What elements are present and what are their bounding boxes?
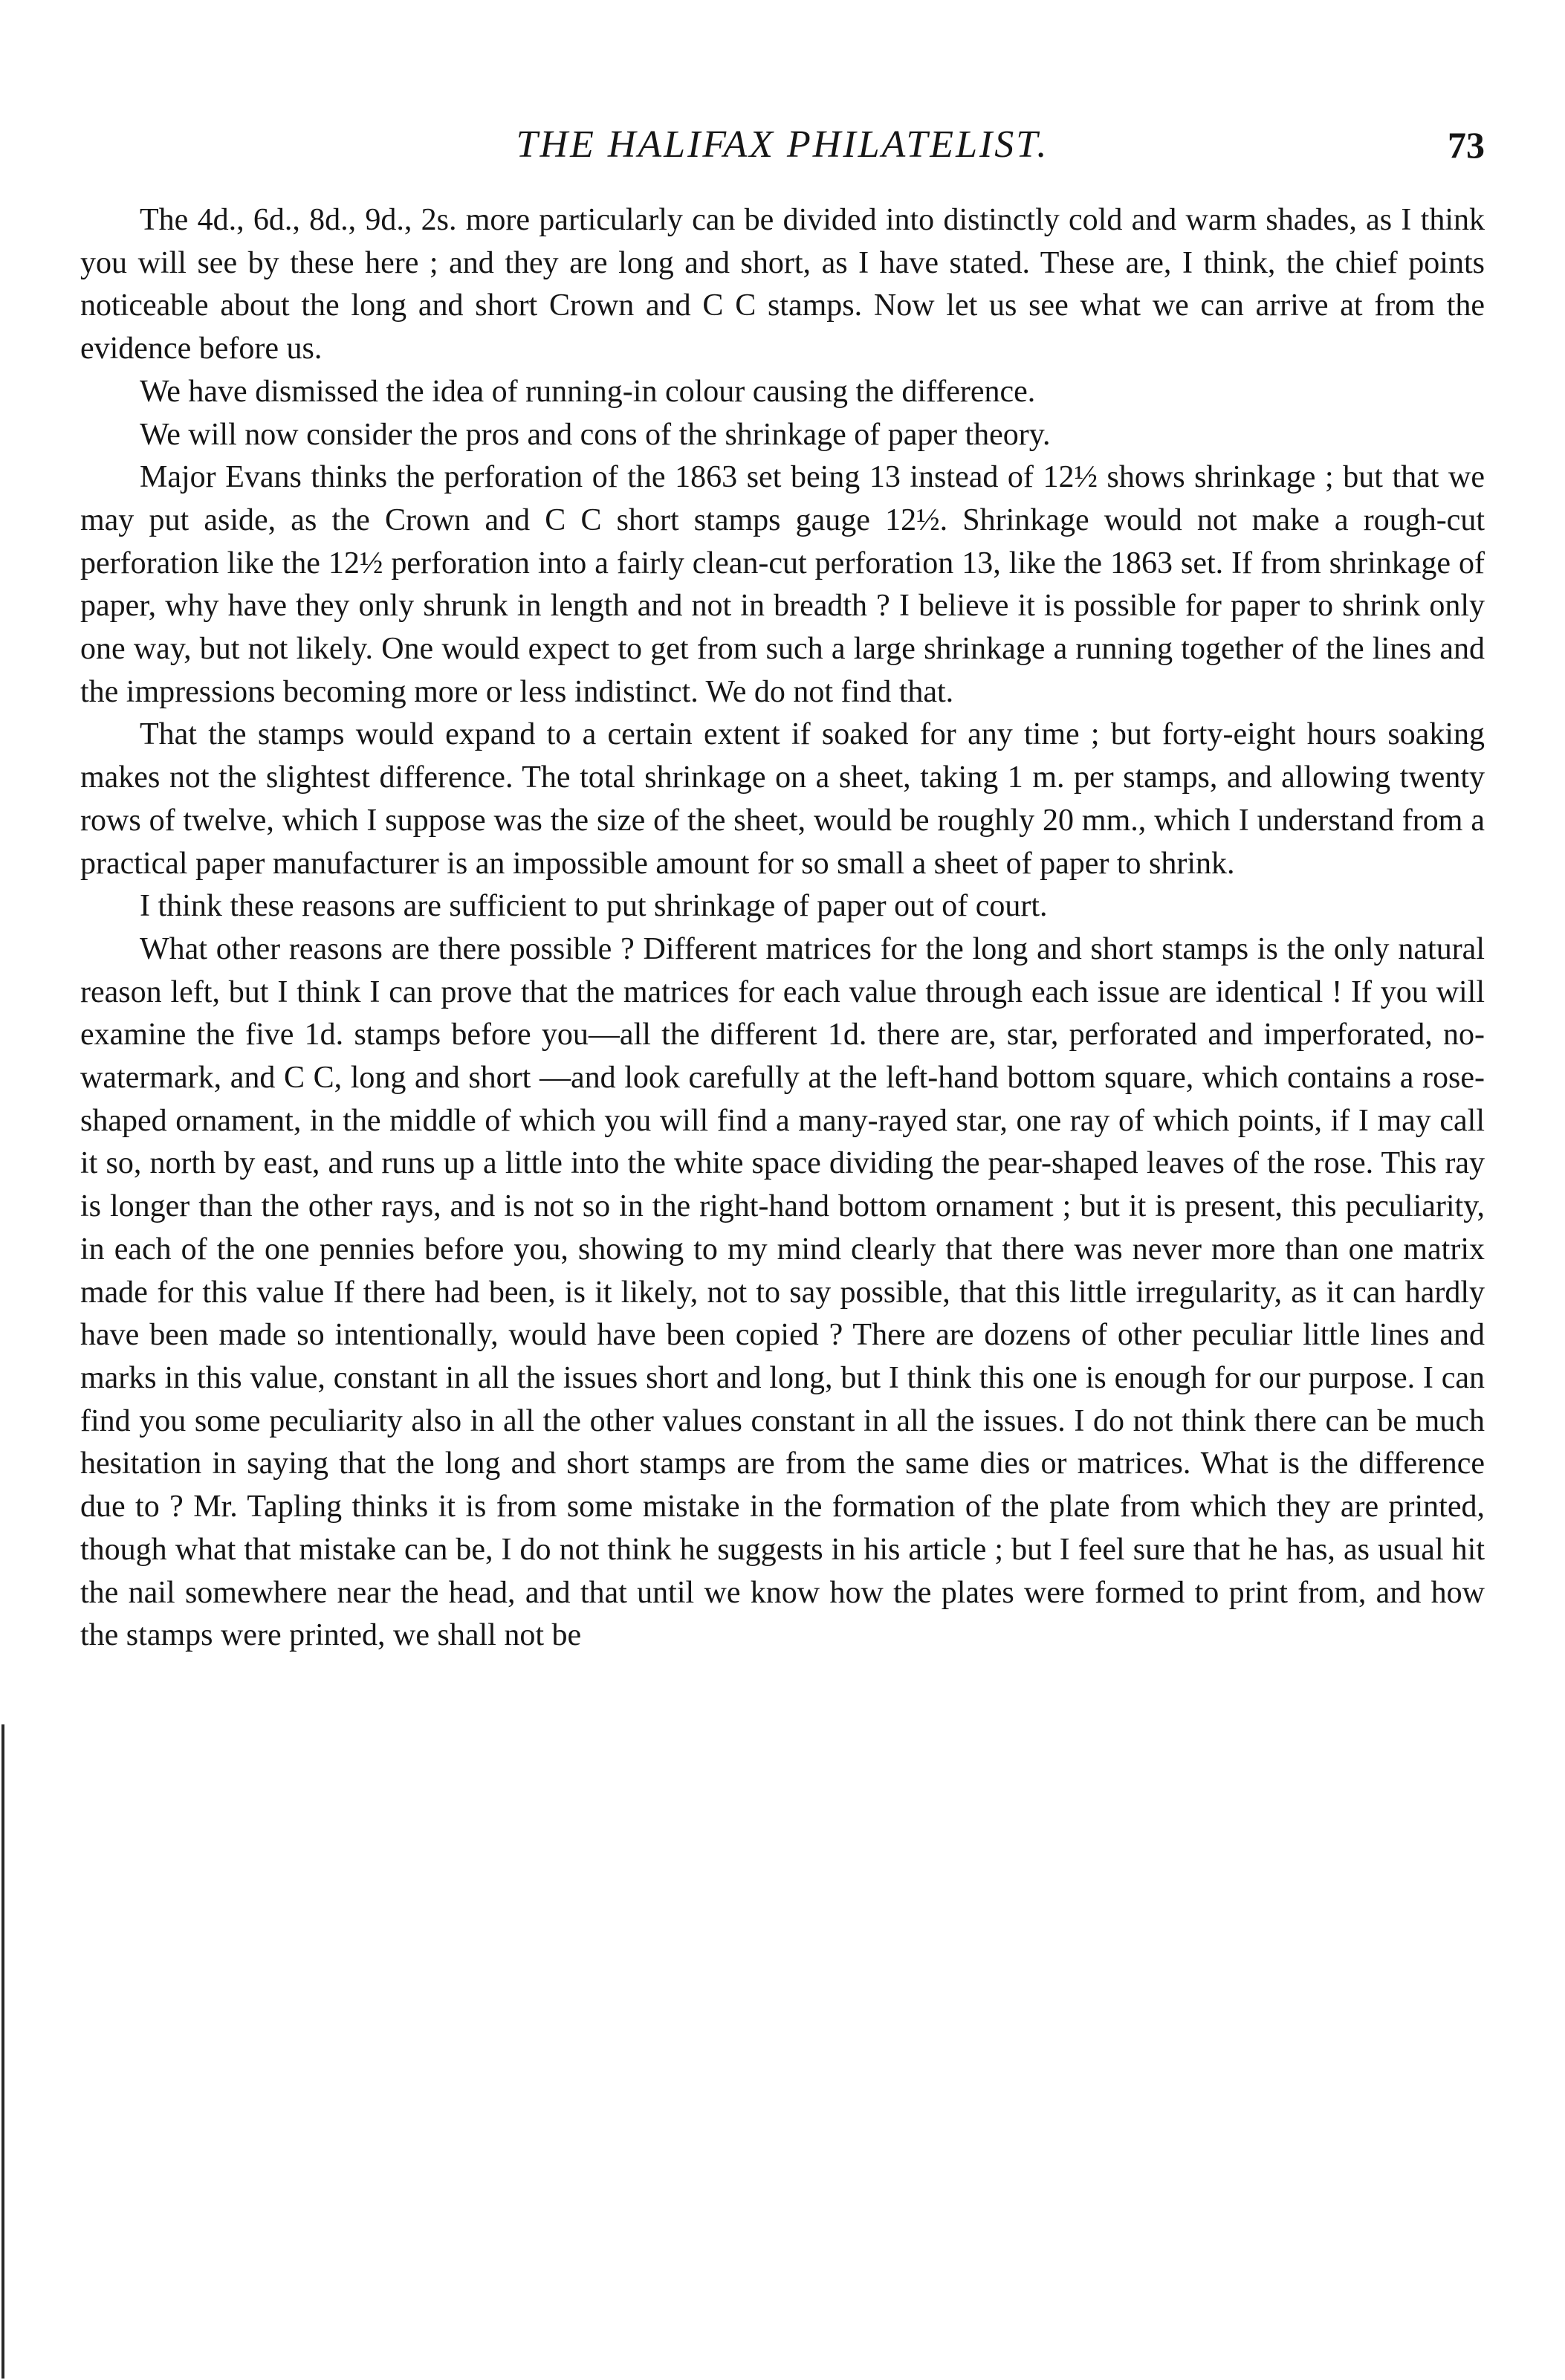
journal-title: THE HALIFAX PHILATELIST. (516, 123, 1049, 166)
paragraph: We will now consider the pros and cons of the shrinkage of paper theory. (140, 417, 1051, 452)
paragraph: That the stamps would expand to a certain extent if soaked for any time ; but forty-eight hours soaking makes not the slightest difference. The total shrinkage on a sheet, taking 1 m. per stamps, and allowing twenty rows of twelve, which I suppose was the size of the sheet, would be roughly 20 mm., which I understand from a practical paper manufacturer is an impossible amount for so small a sheet of paper to shrink. (80, 717, 1485, 881)
paragraph: The 4d., 6d., 8d., 9d., 2s. more particularly can be divided into distinctly cold and warm shades, as I think you will see by these here ; and they are long and short, as I have stated. These are, I think, the chief points noticeable about the long and short Crown and C C stamps. Now let us see what we can arrive at from the evidence before us. (80, 203, 1485, 366)
paragraph: What other reasons are there possible ? Different matrices for the long and short stamps is the only natural reason left, but I think I can prove that the matrices for each value through each issue are identical ! If you will examine the five 1d. stamps before you—all the different 1d. there are, star, perforated and imperforated, no-watermark, and C C, long and short —and look carefully at the left-hand bottom square, which contains a rose-shaped ornament, in the middle of which you will find a many-rayed star, one ray of which points, if I may call it so, north by east, and runs up a little into the white space dividing the pear-shaped leaves of the rose. This ray is longer than the other rays, and is not so in the right-hand bottom ornament ; but it is present, this peculiarity, in each of the one pennies before you, showing to my mind clearly that there was never more than one matrix made for this value If there had been, is it likely, not to say possible, that this little irregularity, as it can hardly have been made so intentionally, would have been copied ? There are dozens of other peculiar little lines and marks in this value, constant in all the issues short and long, but I think this one is enough for our purpose. I can find you some peculiarity also in all the other values constant in all the issues. I do not think there can be much hesitation in saying that the long and short stamps are from the same dies or matrices. What is the difference due to ? Mr. Tapling thinks it is from some mistake in the formation of the plate from which they are printed, though what that mistake can be, I do not think he suggests in his article ; but I feel sure that he has, as usual hit the nail somewhere near the head, and that until we know how the plates were formed to print from, and how the stamps were printed, we shall not be (80, 931, 1485, 1653)
document-page (80, 111, 1485, 1658)
paragraph: I think these reasons are sufficient to put shrinkage of paper out of court. (140, 889, 1048, 924)
article-body (80, 199, 1485, 1658)
binding-edge-mark (1, 1724, 4, 2379)
paragraph: We have dismissed the idea of running-in colour causing the difference. (140, 374, 1036, 409)
page-number: 73 (1448, 124, 1485, 166)
running-header (80, 111, 1485, 178)
paragraph: Major Evans thinks the perforation of the 1863 set being 13 instead of 12½ shows shrinkage ; but that we may put aside, as the Crown and C C short stamps gauge 12½. Shrinkage would not make a rough-cut perforation like the 12½ perforation into a fairly clean-cut perforation 13, like the 1863 set. If from shrinkage of paper, why have they only shrunk in length and not in breadth ? I believe it is possible for paper to shrink only one way, but not likely. One would expect to get from such a large shrinkage a running together of the lines and the impressions becoming more or less indistinct. We do not find that. (80, 460, 1485, 709)
